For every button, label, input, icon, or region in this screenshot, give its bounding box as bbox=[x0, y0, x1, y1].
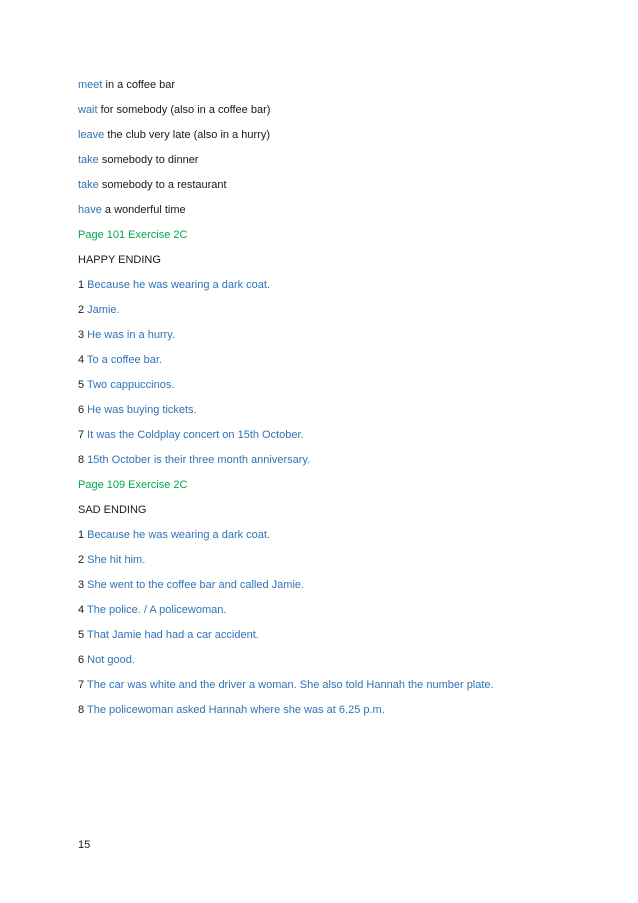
answer-text: She went to the coffee bar and called Jamie. bbox=[84, 579, 305, 591]
phrase-line-5 bbox=[78, 178, 558, 203]
phrase-line-1 bbox=[78, 78, 558, 103]
page-number: 15 bbox=[78, 839, 91, 851]
phrase-line-6 bbox=[78, 203, 558, 228]
answer-number: 7 bbox=[78, 429, 85, 441]
phrase-rest: for somebody (also in a coffee bar) bbox=[97, 104, 271, 116]
answer-text: Not good. bbox=[84, 654, 135, 666]
phrase-verb: take bbox=[78, 179, 99, 191]
phrase-line-4 bbox=[78, 153, 558, 178]
exercise-heading-happy: Page 101 Exercise 2C bbox=[78, 229, 188, 241]
answer-number: 4 bbox=[78, 354, 85, 366]
answer-number: 1 bbox=[78, 279, 85, 291]
exercise-heading-sad: Page 109 Exercise 2C bbox=[78, 479, 188, 491]
answer-text: He was in a hurry. bbox=[84, 329, 176, 341]
answer-text: The car was white and the driver a woman. She also told Hannah the number plate. bbox=[84, 679, 494, 691]
answer-line bbox=[78, 403, 558, 428]
answer-line bbox=[78, 328, 558, 353]
answer-text: Because he was wearing a dark coat. bbox=[84, 529, 271, 541]
phrase-line-3 bbox=[78, 128, 558, 153]
answer-number: 5 bbox=[78, 379, 85, 391]
answer-text: He was buying tickets. bbox=[84, 404, 197, 416]
answer-line bbox=[78, 528, 558, 553]
phrase-rest: somebody to a restaurant bbox=[98, 179, 227, 191]
answer-line bbox=[78, 578, 558, 603]
answer-line bbox=[78, 378, 558, 403]
answer-number: 3 bbox=[78, 329, 85, 341]
phrase-rest: somebody to dinner bbox=[98, 154, 199, 166]
section-title-happy: HAPPY ENDING bbox=[78, 254, 161, 266]
answer-text: The policewoman asked Hannah where she was at 6.25 p.m. bbox=[84, 704, 385, 716]
answer-line bbox=[78, 303, 558, 328]
phrase-rest: a wonderful time bbox=[101, 204, 186, 216]
section-title-sad: SAD ENDING bbox=[78, 504, 147, 516]
answer-text: To a coffee bar. bbox=[84, 354, 163, 366]
answer-line bbox=[78, 703, 558, 728]
answer-number: 4 bbox=[78, 604, 85, 616]
answer-line bbox=[78, 553, 558, 578]
phrase-line-2 bbox=[78, 103, 558, 128]
phrase-verb: meet bbox=[78, 79, 103, 91]
answer-text: 15th October is their three month anniversary. bbox=[84, 454, 311, 466]
phrase-verb: leave bbox=[78, 129, 105, 141]
answer-number: 8 bbox=[78, 454, 85, 466]
answer-line bbox=[78, 653, 558, 678]
answer-number: 6 bbox=[78, 654, 85, 666]
page-content bbox=[78, 78, 558, 728]
phrase-verb: wait bbox=[78, 104, 98, 116]
phrase-verb: have bbox=[78, 204, 102, 216]
answer-number: 7 bbox=[78, 679, 85, 691]
answer-text: That Jamie had had a car accident. bbox=[84, 629, 259, 641]
answer-text: Two cappuccinos. bbox=[84, 379, 175, 391]
answer-number: 8 bbox=[78, 704, 85, 716]
phrase-rest: in a coffee bar bbox=[102, 79, 176, 91]
answer-number: 2 bbox=[78, 554, 85, 566]
answer-text: Because he was wearing a dark coat. bbox=[84, 279, 271, 291]
answer-text: Jamie. bbox=[84, 304, 120, 316]
answer-line bbox=[78, 278, 558, 303]
phrase-verb: take bbox=[78, 154, 99, 166]
answer-number: 2 bbox=[78, 304, 85, 316]
answer-text: The police. / A policewoman. bbox=[84, 604, 227, 616]
answer-text: It was the Coldplay concert on 15th October. bbox=[84, 429, 304, 441]
answer-line bbox=[78, 628, 558, 653]
answer-number: 6 bbox=[78, 404, 85, 416]
answer-line bbox=[78, 453, 558, 478]
answer-number: 5 bbox=[78, 629, 85, 641]
answer-line bbox=[78, 603, 558, 628]
answer-line bbox=[78, 678, 558, 703]
answer-line bbox=[78, 353, 558, 378]
answer-number: 1 bbox=[78, 529, 85, 541]
answer-line bbox=[78, 428, 558, 453]
phrase-rest: the club very late (also in a hurry) bbox=[104, 129, 270, 141]
answer-number: 3 bbox=[78, 579, 85, 591]
answer-text: She hit him. bbox=[84, 554, 146, 566]
